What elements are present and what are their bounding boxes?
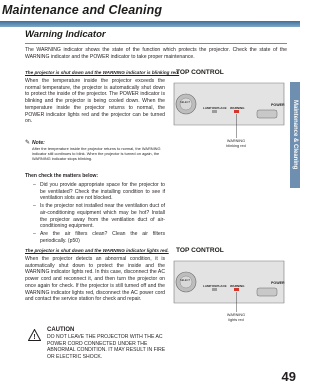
power-label: POWER — [271, 281, 285, 285]
lamp-replace-label: LAMP REPLACE — [203, 284, 227, 288]
blinking-heading: The projector is shut down and the WARNING indicator is blinking red. — [25, 70, 180, 75]
svg-text:!: ! — [33, 334, 36, 341]
note-text: After the temperature inside the projector returns to normal, the WARNING indicator still continues to blink. When the projector is turned on again, the WARNING indicator stops blinking. — [32, 146, 161, 161]
side-section-tab — [290, 82, 300, 188]
select-label: SELECT — [180, 279, 191, 282]
section-rule — [25, 43, 287, 44]
warning-label: WARNING — [230, 284, 245, 288]
lit-body: When the projector detects an abnormal condition, it is automatically shut down to protect the inside and the WARNING indicator lights red. In this case, disconnect the AC power cord and reconnect it, and then turn the projector on once again for check. If the projector is still turned off and the WARNING indicator lights red, disconnect the AC power cord and contact the service station for check and repair. — [25, 256, 165, 303]
lamp-replace-label: LAMP REPLACE — [203, 106, 227, 110]
pencil-icon: ✎ — [25, 140, 31, 146]
section-title: Warning Indicator — [25, 29, 106, 40]
blinking-caption: WARNING blinking red — [226, 139, 246, 148]
power-label: POWER — [271, 103, 285, 107]
check-heading: Then check the matters below: — [25, 173, 99, 179]
page-number: 49 — [281, 369, 296, 384]
caution-icon — [28, 328, 41, 346]
note-box — [25, 139, 163, 161]
note-label: Note: — [32, 139, 45, 146]
caution-text: DO NOT LEAVE THE PROJECTOR WITH THE AC POWER CORD CONNECTED UNDER THE ABNORMAL CONDITION. IT MAY RESULT IN FIRE OR ELECTRIC SHOCK. — [47, 334, 166, 360]
check-item: – Are the air filters clean? Clean the air filters periodically. (p50) — [33, 231, 165, 244]
warning-label: WARNING — [230, 106, 245, 110]
lit-heading: The projector is shut down and the WARNING indicator lights red. — [25, 248, 169, 253]
top-control-label: TOP CONTROL — [176, 247, 224, 254]
page-header-title: Maintenance and Cleaning — [2, 3, 163, 17]
check-item: – Is the projector not installed near the ventilation duct of air-conditioning equipment which may be hot? Install the projector away from the ventilation duct of air-conditioning equipment. — [33, 203, 165, 230]
power-button-shape — [257, 110, 277, 118]
side-tab-label: Maintenance & Cleaning — [292, 100, 298, 170]
section-intro: The WARNING indicator shows the state of the function which protects the projector. Check the state of the WARNING indicator and the POWER indicator to take proper maintenance. — [25, 47, 287, 60]
lit-caption: WARNING lights red — [226, 313, 246, 322]
select-label: SELECT — [180, 101, 191, 104]
warning-lamp-icon — [234, 288, 239, 291]
check-list — [33, 182, 165, 245]
header-rule — [0, 21, 300, 27]
warning-lamp-icon — [234, 110, 239, 113]
check-item: – Did you provide appropriate space for the projector to be ventilated? Check the installing condition to see if ventilation slots are not blocked. — [33, 182, 165, 202]
power-button-shape — [257, 288, 277, 296]
caution-title: CAUTION — [47, 327, 75, 333]
blinking-body: When the temperature inside the projector exceeds the normal temperature, the projector is automatically shut down to protect the inside of the projector. The POWER indicator is blinking and the projector is being cooled down. When the temperature inside the projector returns to normal, the POWER indicator lights red and the projector can be turned on. — [25, 78, 165, 125]
top-control-label: TOP CONTROL — [176, 69, 224, 76]
